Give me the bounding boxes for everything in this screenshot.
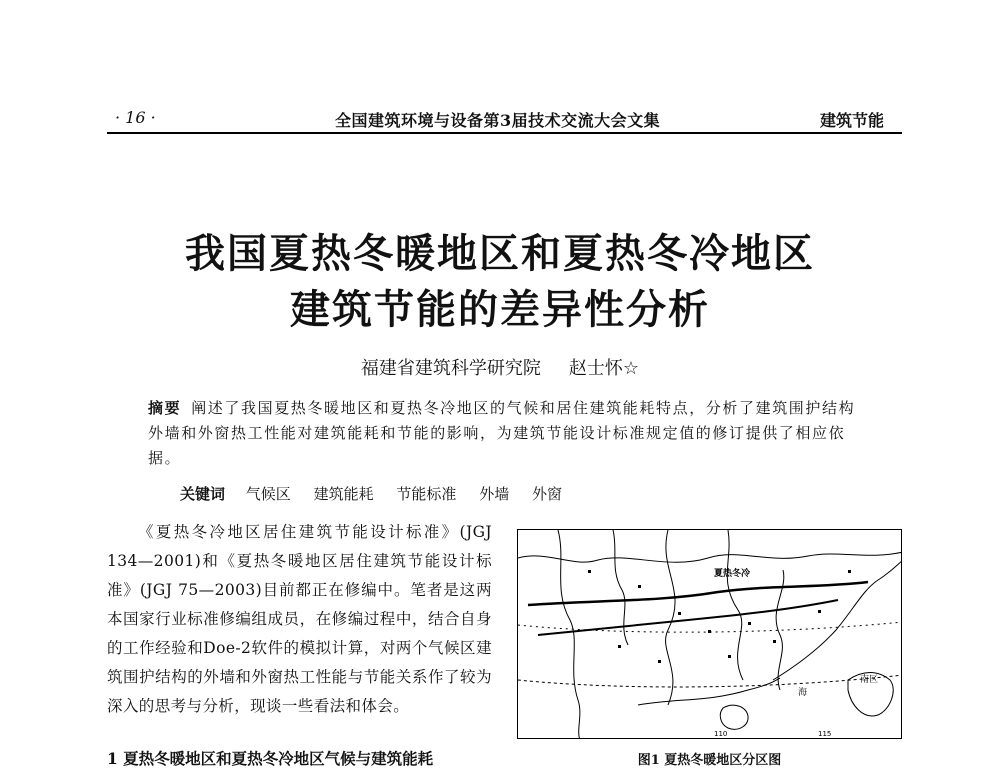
city-marker	[658, 660, 661, 663]
map-longitude-label: 110	[714, 730, 728, 738]
coastline	[773, 560, 902, 680]
city-marker	[708, 630, 711, 633]
author-affiliation: 福建省建筑科学研究院	[360, 358, 541, 379]
city-marker	[818, 610, 821, 613]
keyword-item: 气候区	[245, 485, 291, 503]
keyword-item: 外窗	[531, 485, 562, 503]
abstract	[148, 396, 860, 471]
zone-boundary	[528, 582, 868, 605]
zone-boundary	[538, 600, 838, 635]
author-name: 赵士怀☆	[568, 358, 640, 379]
map-border-line	[518, 552, 902, 562]
map-longitude-label: 115	[818, 730, 832, 738]
keyword-item: 外墙	[479, 485, 510, 503]
body-paragraph: 《夏热冬冷地区居住建筑节能设计标准》(JGJ 134—2001)和《夏热冬暖地区居住建筑节能设计标准》(JGJ 75—2003)目前都正在修编中。笔者是这两本国家行业标准修编组成员，在修编过程中，结合自身的工作经验和Doe-2软件的模拟计算，对两个气候区建筑围护结构的外墙和外窗热工性能与节能关系作了较为深入的思考与分析，现谈一些看法和体会。	[107, 523, 492, 715]
paper-title-line-1: 我国夏热冬暖地区和夏热冬冷地区	[185, 230, 815, 277]
paper-title-line-2: 建筑节能的差异性分析	[290, 286, 710, 333]
running-head	[107, 106, 902, 134]
author-line	[0, 354, 1000, 380]
section-name: 建筑节能	[819, 111, 884, 130]
abstract-text: 阐述了我国夏热冬暖地区和夏热冬冷地区的气候和居住建筑能耗特点，分析了建筑围护结构外墙和外窗热工性能对建筑能耗和节能的影响，为建筑节能设计标准规定值的修订提供了相应依据。	[148, 399, 856, 467]
climate-zone-map	[517, 529, 902, 739]
map-sea-label: 海	[798, 688, 808, 698]
latitude-line	[518, 675, 902, 687]
abstract-label: 摘要	[148, 399, 182, 417]
keyword-item: 节能标准	[396, 485, 457, 503]
section-heading-partial: 1 夏热冬暖地区和夏热冬冷地区气候与建筑能耗	[107, 749, 434, 768]
page-number: · 16 ·	[115, 108, 156, 127]
city-marker	[728, 655, 731, 658]
coastline	[720, 705, 748, 729]
keywords	[180, 482, 860, 507]
map-region-label: 夏热冬冷	[714, 569, 751, 579]
map-border-line	[666, 530, 675, 705]
city-marker	[618, 645, 621, 648]
city-marker	[588, 570, 591, 573]
figure-caption: 图1 夏热冬暖地区分区图	[637, 753, 782, 768]
journal-title: 全国建筑环境与设备第3届技术交流大会文集	[335, 111, 661, 130]
keyword-item: 建筑能耗	[313, 485, 374, 503]
city-marker	[848, 570, 851, 573]
city-marker	[748, 622, 751, 625]
city-marker	[678, 612, 681, 615]
keywords-label: 关键词	[180, 485, 226, 503]
coastline	[638, 678, 780, 705]
city-marker	[638, 585, 641, 588]
map-region-label: 南区	[860, 675, 879, 685]
city-marker	[773, 640, 776, 643]
map-drawing	[518, 530, 902, 739]
